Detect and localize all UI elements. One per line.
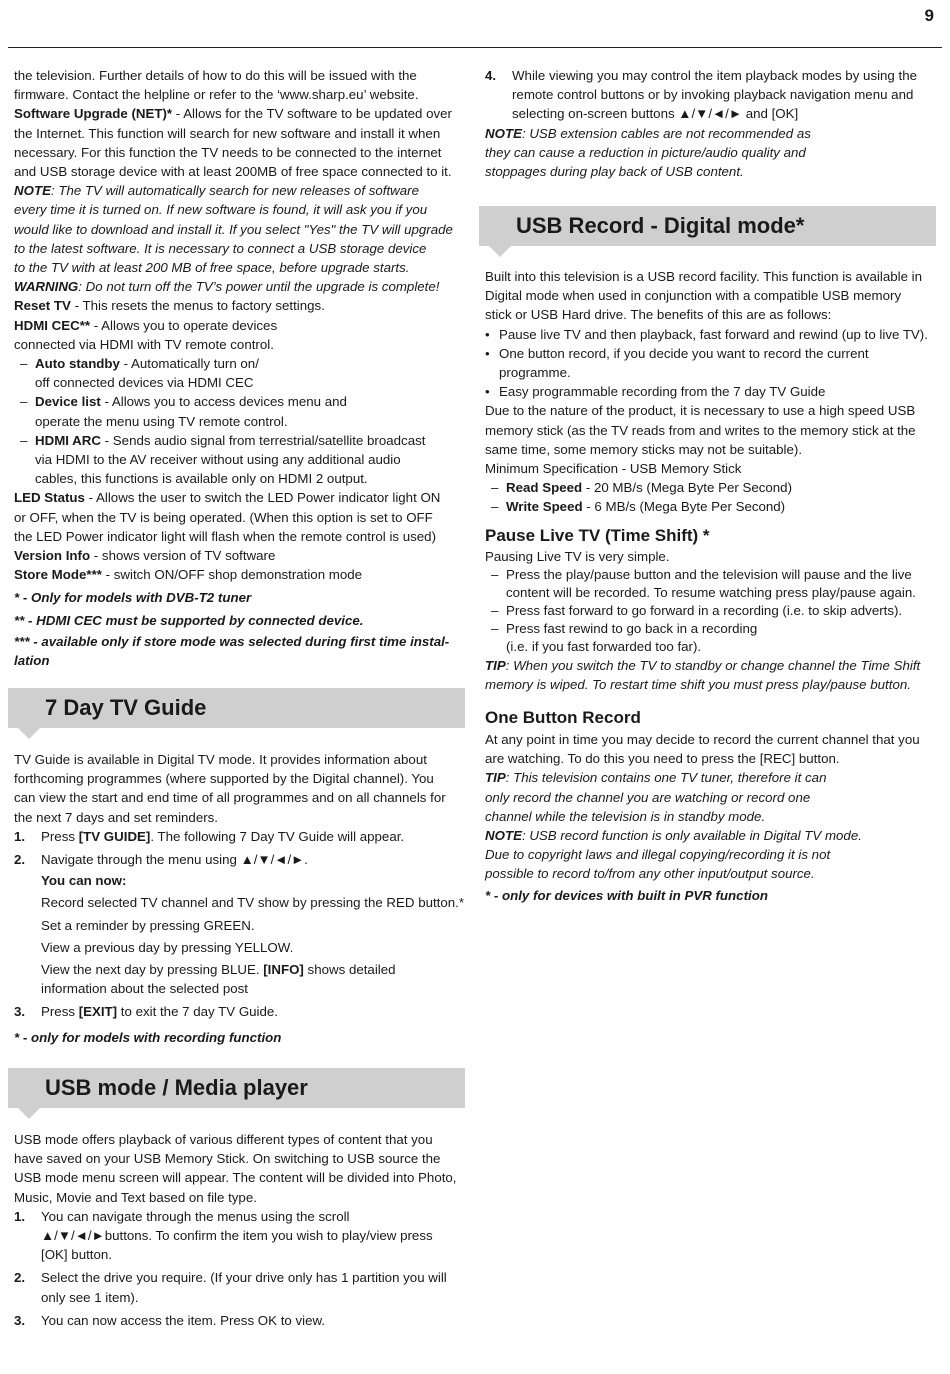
device-list-term: Device list [35,394,101,410]
paragraph-line: same time, some memory sticks may not be suitable). [485,441,803,457]
bullet-item [485,325,937,344]
write-speed-text: - 6 MB/s (Mega Byte Per Second) [582,499,786,515]
tip-label: TIP [485,658,506,673]
note-line: would like to download and install it. If you select "Yes" the TV will upgrade [14,221,453,237]
auto-standby-item [14,354,466,392]
tip-text: : This television contains one TV tuner, therefore it can [505,770,827,786]
paragraph-line: can view the start and end time of all programmes and on all channels for [14,790,446,806]
step-text: Select the drive you require. (If your drive only has 1 partition you will [41,1270,447,1286]
bullet-item [485,382,937,401]
footnote: ** - HDMI CEC must be supported by connected device. [14,612,364,628]
device-list-item [14,392,466,430]
bullet-text: programme. [499,365,571,381]
store-mode-text: - switch ON/OFF shop demonstration mode [101,567,363,583]
section-heading-usb-record [479,206,936,246]
step-number: 1. [14,828,26,844]
paragraph-line: stick or USB Hard drive. The benefits of this are as follows: [485,307,832,323]
software-upgrade-item [14,104,466,123]
paragraph-line: the next 7 days and set reminders. [14,809,218,825]
step-text: remote control buttons or by invoking playback navigation menu and [512,87,914,103]
subsection-heading: Pause Live TV (Time Shift) * [485,526,710,545]
store-mode-term: Store Mode*** [14,567,102,583]
guide-option: Record selected TV channel and TV show by pressing the RED button.* [41,895,465,911]
note-line: to the latest software. It is necessary to connect a USB storage device [14,240,427,256]
footnote: * - only for devices with built in PVR function [485,887,768,903]
version-info-text: - shows version of TV software [90,548,276,564]
hdmi-arc-line: via HDMI to the AV receiver without using any additional audio [35,452,401,468]
note-label: NOTE [14,183,51,199]
step-number: 1. [14,1208,26,1224]
section-heading-tv-guide [8,688,465,728]
led-status-text: - Allows the user to switch the LED Power indicator light ON [84,490,441,506]
device-list-line: operate the menu using TV remote control. [35,413,288,429]
step-2 [14,850,466,869]
step-text: While viewing you may control the item playback modes by using the [512,68,918,83]
dash-text: – Press the play/pause button and the television will pause and the live [506,567,912,582]
paragraph-line: memory stick (as the TV reads from and writes to the memory stick at the [485,422,916,438]
section-heading-usb-mode [8,1068,465,1108]
intro-line: the television. Further details of how to do this will be issued with the [14,68,417,83]
hdmi-cec-item [14,316,466,335]
bullet-text: • Pause live TV and then playback, fast forward and rewind (up to live TV). [499,326,928,342]
step-text: Press [41,828,79,844]
step-text: to exit the 7 day TV Guide. [117,1004,278,1020]
step-text: selecting on-screen buttons ▲/▼/◄/► and [OK] [512,106,799,122]
device-list-text: - Allows you to access devices menu and [100,394,347,410]
hdmi-arc-text: - Sends audio signal from terrestrial/satellite broadcast [100,432,426,448]
note-text: : The TV will automatically search for new releases of software [50,183,419,199]
guide-option [41,960,466,979]
you-can-now-label: You can now: [41,873,127,889]
paragraph-line: are watching. To do this you need to press the [REC] button. [485,751,840,767]
version-info-term: Version Info [14,548,91,564]
heading-pointer-icon [18,1108,40,1119]
software-upgrade-text: - Allows for the TV software to be updated over [172,106,452,122]
note-line: possible to record to/from any other input/output source. [485,866,815,882]
read-speed-term: Read Speed [506,480,583,496]
auto-standby-line: off connected devices via HDMI CEC [35,375,254,391]
key-label: [TV GUIDE] [78,828,151,844]
note-text: : USB extension cables are not recommended as [521,125,811,141]
hdmi-arc-item [14,431,466,489]
step-text: only see 1 item). [41,1289,139,1305]
intro-line: firmware. Contact the helpline or refer to the ‘www.sharp.eu’ website. [14,87,419,103]
tip-line: channel while the television is in standby mode. [485,808,766,824]
dash-text: – Press fast forward to go forward in a recording (i.e. to skip adverts). [506,603,903,618]
step-1 [14,1207,466,1265]
paragraph-line: Music, Movie and Text based on file type. [14,1189,257,1205]
auto-standby-term: Auto standby [35,356,120,372]
hdmi-cec-text: - Allows you to operate devices [90,317,278,333]
tv-guide-body [14,750,466,1047]
header-rule [8,47,942,48]
paragraph-line: TV Guide is available in Digital TV mode. It provides information about [14,752,427,767]
guide-option: View a previous day by pressing YELLOW. [41,939,294,955]
step-2 [14,1268,466,1306]
software-upgrade-line: and USB storage device with at least 200MB of free space connected to it. [14,164,452,180]
note [485,124,937,143]
hdmi-cec-term: HDMI CEC** [14,317,91,333]
key-label: [EXIT] [78,1004,118,1020]
read-speed-item [485,478,937,497]
step-4 [485,66,937,124]
store-mode-item [14,565,466,584]
step-3 [14,1002,466,1021]
usb-record-body [485,267,937,517]
paragraph-line: Digital mode when used in conjunction with a compatible USB memory [485,288,902,304]
software-upgrade-term: Software Upgrade (NET)* [14,106,173,122]
step-text: You can navigate through the menus using the scroll [41,1208,350,1224]
software-upgrade-line: the Internet. This function will search for new software and install it when [14,125,441,141]
paragraph-line: Due to the nature of the product, it is necessary to use a high speed USB [485,403,916,419]
section-title: 7 Day TV Guide [45,695,207,720]
reset-term: Reset TV [14,298,71,314]
guide-option: Set a reminder by pressing GREEN. [41,917,255,933]
tip-line: only record the channel you are watching or record one [485,789,811,805]
note-label: NOTE [485,828,522,844]
footnote: * - Only for models with DVB-T2 tuner [14,590,252,606]
dash-text: (i.e. if you fast forwarded too far). [506,639,702,654]
tip-label: TIP [485,770,506,786]
tip-text: : When you switch the TV to standby or change channel the Time Shift [505,658,921,673]
section-title: USB mode / Media player [45,1075,308,1100]
paragraph-line: forthcoming programmes (where supported by the Digital channel). You [14,771,434,787]
key-label: [INFO] [263,962,304,978]
tip-line: memory is wiped. To restart time shift you must press play/pause button. [485,677,911,692]
paragraph-line: Built into this television is a USB record facility. This function is available in [485,269,923,284]
option-text: shows detailed [303,962,396,978]
led-status-term: LED Status [14,490,85,506]
footnote: * - only for models with recording function [14,1029,282,1045]
paragraph-line: USB mode offers playback of various different types of content that you [14,1132,433,1147]
warning-text: : Do not turn off the TV’s power until the upgrade is complete! [78,279,440,295]
warning-label: WARNING [14,279,79,295]
tip [485,656,937,675]
dash-item [485,620,937,656]
step-text: [OK] button. [41,1247,112,1263]
step-1 [14,827,466,846]
step-number: 2. [14,852,26,868]
reset-item [14,296,466,315]
step-text: Press [41,1004,79,1020]
usb-mode-body [14,1130,466,1330]
step-number: 2. [14,1270,26,1286]
note-line: stoppages during play back of USB content. [485,164,744,180]
guide-option-line: information about the selected post [41,981,248,997]
min-spec-label: Minimum Specification - USB Memory Stick [485,461,742,477]
hdmi-arc-line: cables, this functions is available only on HDMI 2 output. [35,471,368,487]
paragraph-line: have saved on your USB Memory Stick. On switching to USB source the [14,1151,441,1167]
option-text: View the next day by pressing BLUE. [41,962,264,978]
bullet-text: • One button record, if you decide you want to record the current [499,345,869,361]
software-upgrade-line: necessary. For this function the TV needs to be connected to the internet [14,144,442,160]
note-line: to the TV with at least 200 MB of free space, before upgrade starts. [14,260,410,276]
led-status-line: the LED Power indicator light will flash when the remote control is used) [14,528,437,544]
warning [14,277,466,296]
note-line: every time it is turned on. If new software is found, it will ask you if you [14,202,428,218]
dash-text: – Press fast rewind to go back in a recording [506,621,758,636]
note [14,181,466,200]
led-status-line: or OFF, when the TV is being operated. (When this option is set to OFF [14,509,433,525]
dash-text: content will be recorded. To resume watching press play/pause again. [506,585,916,600]
step-number: 3. [14,1004,26,1020]
right-column-top [485,66,937,181]
hdmi-arc-term: HDMI ARC [35,432,101,448]
step-3 [14,1311,466,1330]
read-speed-text: - 20 MB/s (Mega Byte Per Second) [582,480,793,496]
note-line: Due to copyright laws and illegal copying/recording it is not [485,847,831,863]
paragraph-line: Pausing Live TV is very simple. [485,549,670,564]
led-status-item [14,488,466,507]
left-column-top [14,66,466,670]
step-text: You can now access the item. Press OK to view. [41,1312,326,1328]
version-info-item [14,546,466,565]
bullet-text: • Easy programmable recording from the 7 day TV Guide [499,384,826,400]
footnote: *** - available only if store mode was selected during first time instal- [14,633,450,649]
tip [485,768,937,787]
step-number: 4. [485,68,497,83]
note-text: : USB record function is only available in Digital TV mode. [521,828,862,844]
step-text: ▲/▼/◄/►buttons. To confirm the item you wish to play/view press [41,1228,433,1244]
hdmi-cec-line: connected via HDMI with TV remote control. [14,336,274,352]
step-text: Navigate through the menu using ▲/▼/◄/►. [41,852,309,868]
note [485,826,937,845]
step-text: . The following 7 Day TV Guide will appear. [150,828,405,844]
section-title: USB Record - Digital mode* [516,213,805,238]
write-speed-item [485,497,937,516]
note-label: NOTE [485,125,522,141]
heading-pointer-icon [489,246,511,257]
one-button-record-section [485,706,937,905]
subsection-heading: One Button Record [485,708,641,727]
page-number: 9 [924,6,934,25]
pause-live-tv-section [485,524,937,694]
step-number: 3. [14,1312,26,1328]
reset-text: - This resets the menus to factory settings. [70,298,325,314]
paragraph-line: USB mode menu screen will appear. The content will be divided into Photo, [14,1170,457,1186]
paragraph-line: At any point in time you may decide to record the current channel that you [485,732,920,747]
auto-standby-text: - Automatically turn on/ [119,356,259,372]
dash-item [485,566,937,602]
bullet-item [485,344,937,382]
dash-item [485,602,937,620]
heading-pointer-icon [18,728,40,739]
write-speed-term: Write Speed [506,499,583,515]
note-line: they can cause a reduction in picture/audio quality and [485,144,806,160]
footnote-line: lation [14,653,50,669]
